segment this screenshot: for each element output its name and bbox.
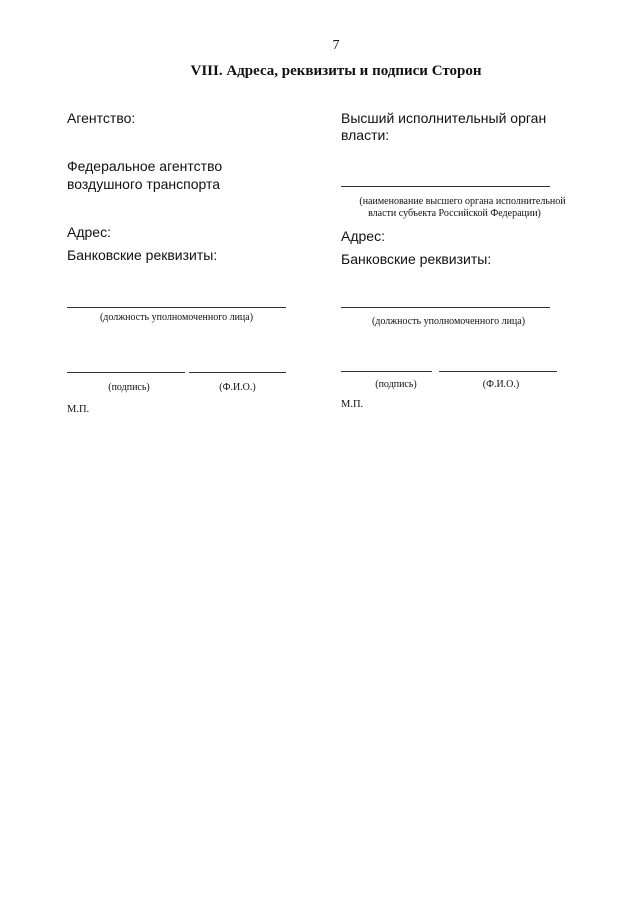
authority-position-line (341, 307, 550, 308)
agency-bank-details-label: Банковские реквизиты: (67, 247, 218, 263)
authority-org-caption-line2: власти субъекта Российской Федерации) (368, 208, 541, 219)
agency-org-name-line2: воздушного транспорта (67, 176, 221, 192)
authority-name-caption: (Ф.И.О.) (482, 379, 520, 390)
agency-name-line (189, 372, 286, 373)
agency-address-label: Адрес: (67, 224, 111, 240)
page-number: 7 (332, 38, 340, 53)
authority-position-caption: (должность уполномоченного лица) (371, 316, 526, 327)
agency-position-caption: (должность уполномоченного лица) (99, 312, 254, 323)
agency-seal-mark: М.П. (67, 404, 90, 415)
agency-position-line (67, 307, 286, 308)
agency-org-name-line1: Федеральное агентство (67, 158, 223, 174)
authority-signature-line (341, 371, 432, 372)
authority-party-label-line1: Высший исполнительный орган (341, 110, 547, 126)
authority-seal-mark: М.П. (341, 399, 364, 410)
authority-signature-caption: (подпись) (375, 379, 417, 390)
agency-signature-line (67, 372, 185, 373)
agency-party-label: Агентство: (67, 110, 136, 126)
section-title: VIII. Адреса, реквизиты и подписи Сторон (190, 63, 482, 79)
agency-signature-caption: (подпись) (108, 382, 150, 393)
authority-org-name-line (341, 186, 550, 187)
authority-bank-details-label: Банковские реквизиты: (341, 251, 492, 267)
agency-name-caption: (Ф.И.О.) (219, 382, 256, 393)
authority-name-line (439, 371, 557, 372)
authority-org-caption-line1: (наименование высшего органа исполнительной (359, 196, 566, 207)
authority-party-label-line2: власти: (341, 127, 390, 143)
authority-address-label: Адрес: (341, 228, 385, 244)
